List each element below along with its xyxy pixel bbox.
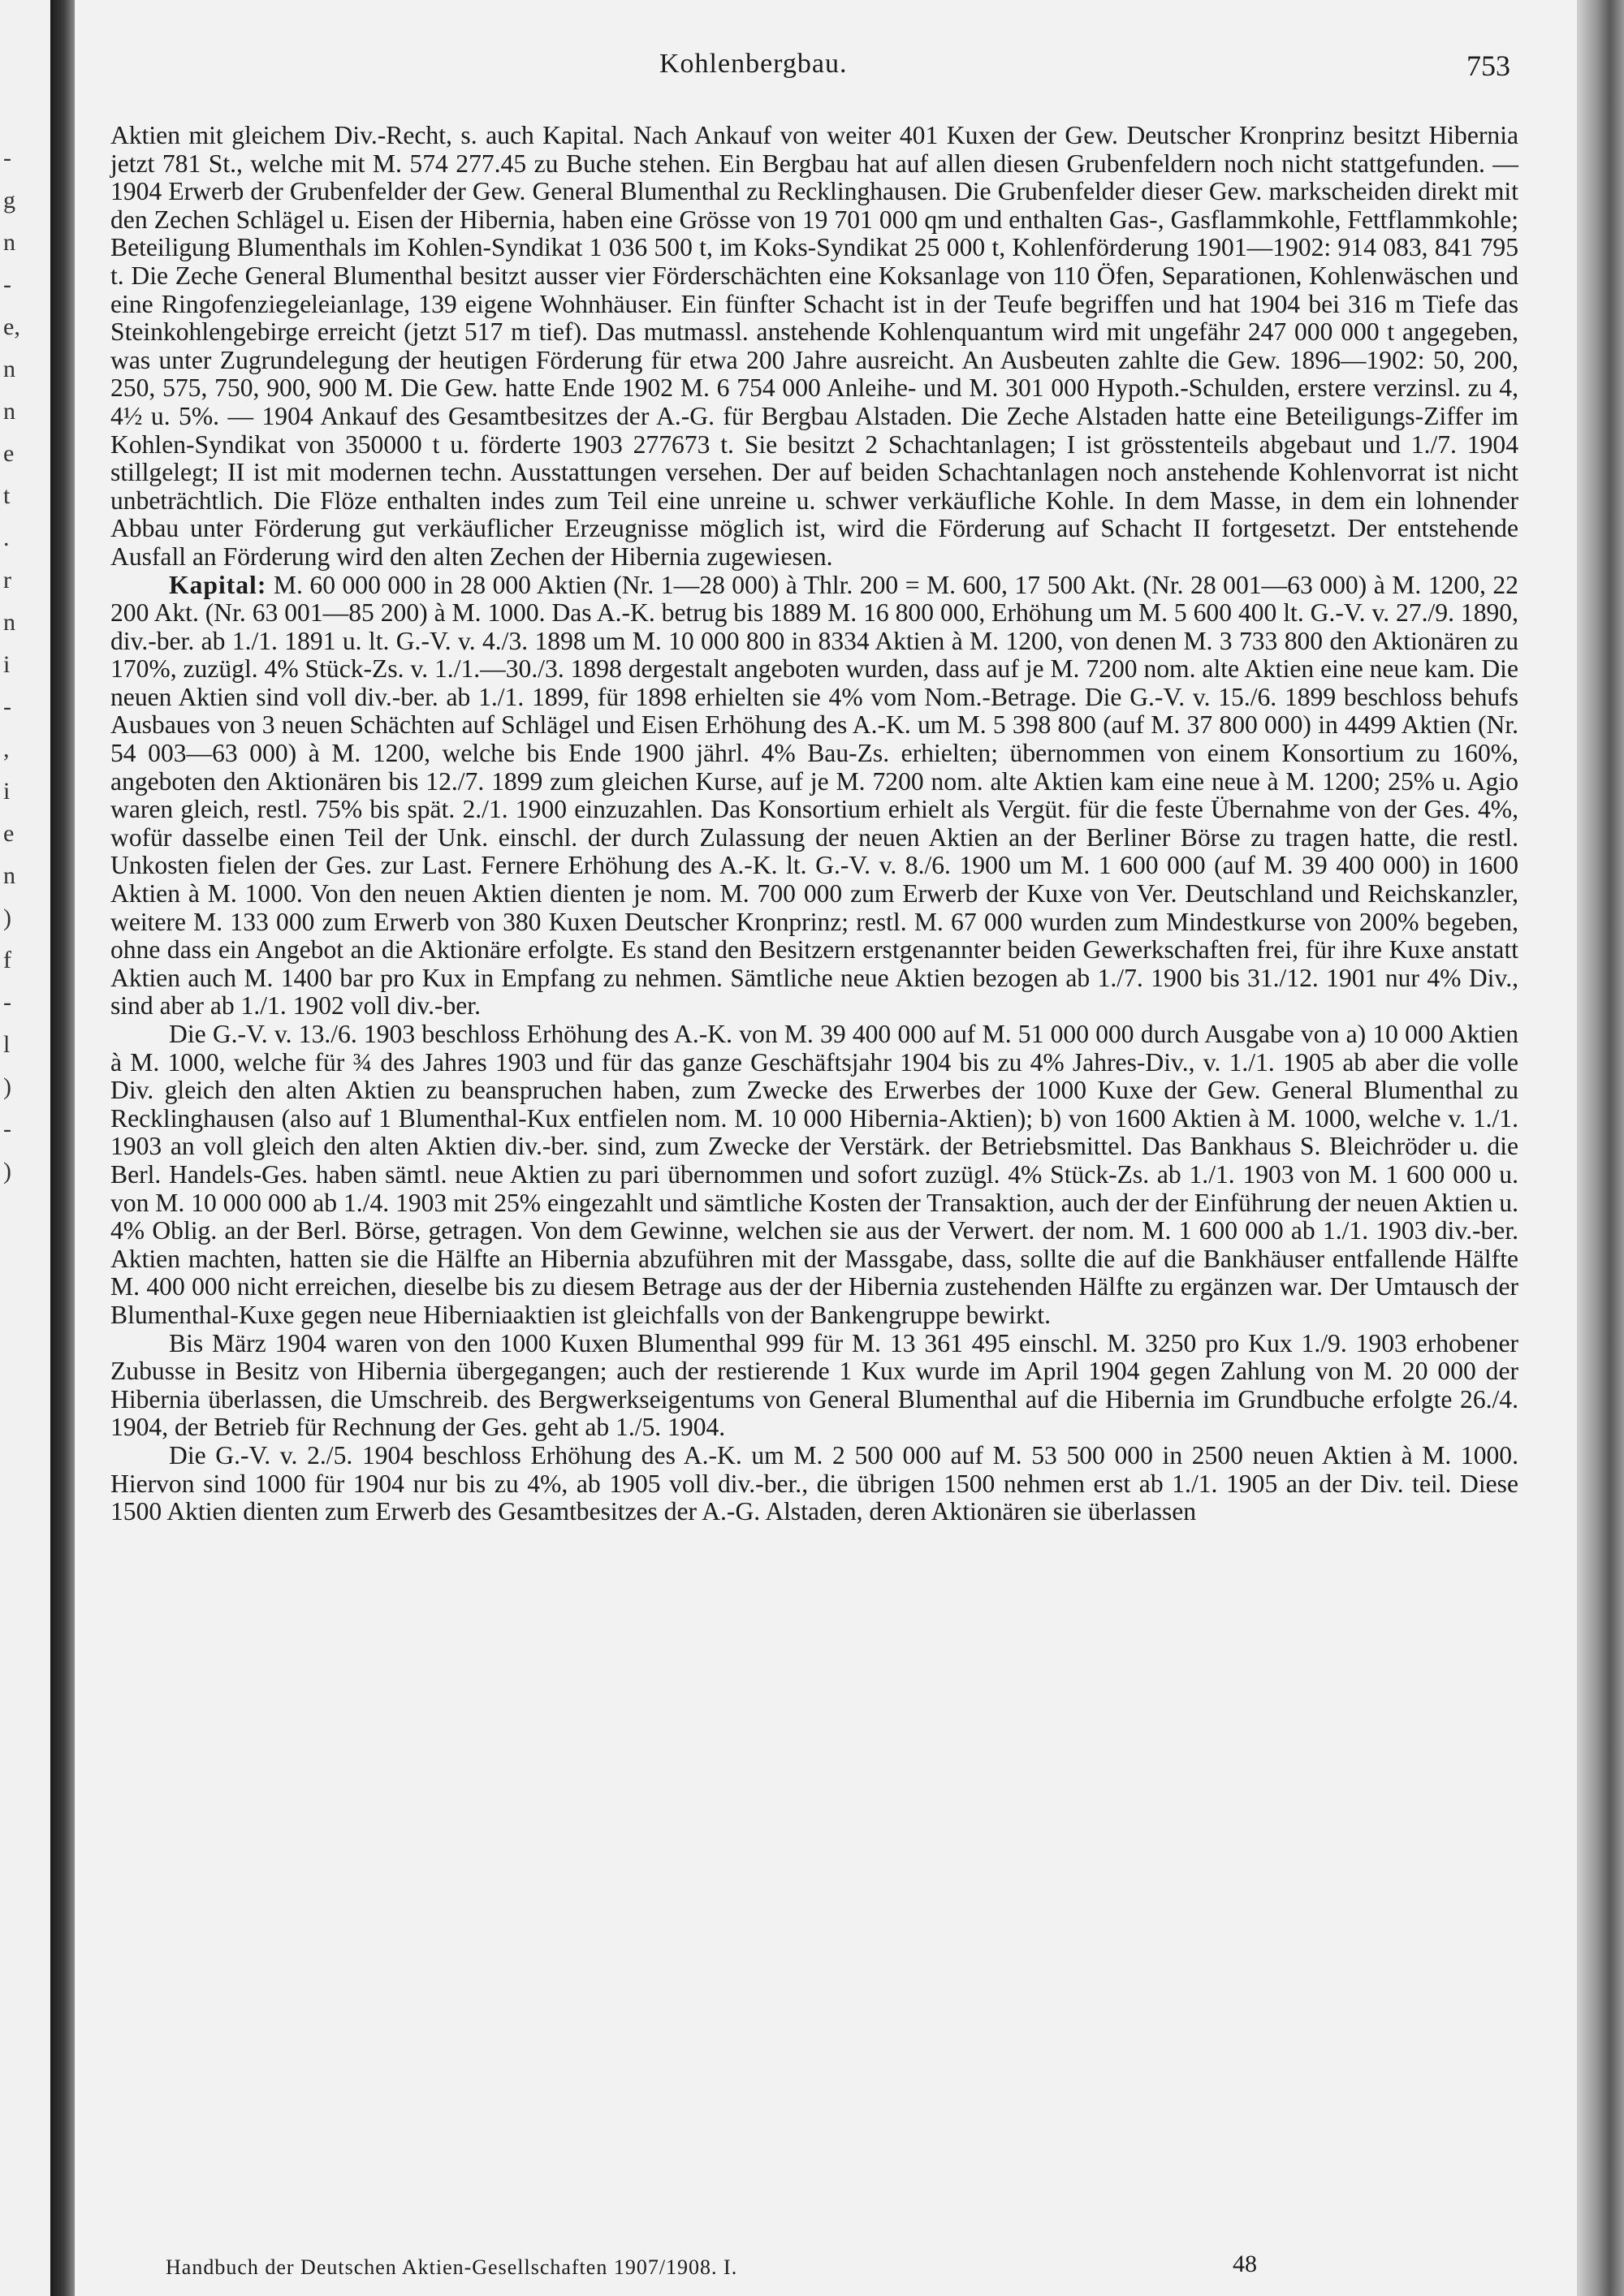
margin-fragment: n	[3, 609, 15, 636]
page-header	[75, 49, 1577, 89]
margin-fragment: n	[3, 229, 15, 256]
margin-fragment: l	[3, 1031, 11, 1058]
previous-page-margin	[0, 0, 50, 2296]
margin-fragment: )	[3, 904, 11, 931]
body-text	[110, 122, 1518, 1526]
margin-fragment: t	[3, 482, 11, 509]
section-lead-kapital: Kapital:	[169, 570, 267, 599]
page-footer	[75, 2251, 1577, 2288]
running-title: Kohlenbergbau.	[659, 49, 848, 79]
footer-signature: 48	[1233, 2251, 1257, 2277]
margin-fragment: g	[3, 187, 15, 214]
footer-book-title: Handbuch der Deutschen Aktien-Gesellschaften 1907/1908. I.	[166, 2255, 738, 2279]
page-number: 753	[1466, 50, 1510, 82]
paragraph-maerz-1904: Bis März 1904 waren von den 1000 Kuxen Blumenthal 999 für M. 13 361 495 einschl. M. 3250 pro Kux 1./9. 1903 erhobener Zubusse in Besitz von Hibernia übergegangen; auch der restierende 1 Kux wurde im April 1904 gegen Zahlung von M. 20 000 der Hibernia überlassen, die Umschreib. des Bergwerkseigentums von General Blumenthal auf die Hibernia im Grundbuche erfolgte 26./4. 1904, der Betrieb für Rechnung der Ges. geht ab 1./5. 1904.	[110, 1328, 1518, 1442]
margin-fragment: i	[3, 651, 11, 678]
margin-fragment: -	[3, 989, 11, 1016]
margin-fragment: r	[3, 567, 11, 593]
margin-fragment: e	[3, 820, 15, 847]
margin-fragment: n	[3, 398, 15, 425]
margin-fragment: ,	[3, 736, 10, 762]
margin-fragment: i	[3, 778, 11, 805]
paragraph-gv-1903: Die G.-V. v. 13./6. 1903 beschloss Erhöhung des A.-K. von M. 39 400 000 auf M. 51 000 000 durch Ausgabe von a) 10 000 Aktien à M. 1000, welche für ¾ des Jahres 1903 und für das ganze Geschäftsjahr 1904 bis zu 4% Jahres-Div., v. 1./1. 1905 ab aber die volle Div. gleich den alten Aktien zu beanspruchen haben, zum Zwecke des Erwerbes der 1000 Kuxe der Gew. General Blumenthal zu Recklinghausen (also auf 1 Blumenthal-Kux entfielen nom. M. 10 000 Hibernia-Aktien); b) von 1600 Aktien à M. 1000, welche v. 1./1. 1903 an voll gleich den alten Aktien div.-ber. sind, zum Zwecke der Verstärk. der Betriebsmittel. Das Bankhaus S. Bleichröder u. die Berl. Handels-Ges. haben sämtl. neue Aktien zu pari übernommen und sofort zuzügl. 4% Stück-Zs. ab 1./1. 1903 von M. 1 600 000 u. von M. 10 000 000 ab 1./4. 1903 mit 25% eingezahlt und sämtliche Kosten der Transaktion, auch der der Einführung der neuen Aktien u. 4% Oblig. an der Berl. Börse, getragen. Von dem Gewinne, welchen sie aus der Verwert. der nom. M. 1 600 000 ab 1./1. 1903 div.-ber. Aktien machten, hatten sie die Hälfte an Hibernia abzuführen mit der Massgabe, dass, sollte die auf die Bankhäuser entfallende Hälfte M. 400 000 nicht erreichen, dieselbe bis zu diesem Betrage aus der der Hibernia zustehenden Hälfte zu ergänzen war. Der Umtausch der Blumenthal-Kuxe gegen neue Hiberniaaktien ist gleichfalls von der Bankengruppe bewirkt.	[110, 1020, 1518, 1329]
margin-fragment: n	[3, 356, 15, 382]
page-edge	[1577, 0, 1624, 2296]
margin-fragment: n	[3, 862, 15, 889]
margin-fragment: )	[3, 1073, 11, 1100]
margin-fragment: -	[3, 145, 11, 171]
book-binding	[50, 0, 75, 2296]
paragraph-intro: Aktien mit gleichem Div.-Recht, s. auch Kapital. Nach Ankauf von weiter 401 Kuxen der Gew. Deutscher Kronprinz besitzt Hibernia jetzt 781 St., welche mit M. 574 277.45 zu Buche stehen. Ein Bergbau hat auf allen diesen Grubenfeldern noch nicht stattgefunden. — 1904 Erwerb der Grubenfelder der Gew. General Blumenthal zu Recklinghausen. Die Grubenfelder dieser Gew. markscheiden direkt mit den Zechen Schlägel u. Eisen der Hibernia, haben eine Grösse von 19 701 000 qm und enthalten Gas-, Gasflammkohle, Fettflammkohle; Beteiligung Blumenthals im Kohlen-Syndikat 1 036 500 t, im Koks-Syndikat 25 000 t, Kohlenförderung 1901—1902: 914 083, 841 795 t. Die Zeche General Blumenthal besitzt ausser vier Förderschächten eine Koksanlage von 110 Öfen, Separationen, Kohlenwäschen und eine Ringofenziegeleianlage, 139 eigene Wohnhäuser. Ein fünfter Schacht ist in der Teufe begriffen und hat 1904 bei 316 m Tiefe das Steinkohlengebirge erreicht (jetzt 517 m tief). Das mutmassl. anstehende Kohlenquantum wird mit ungefähr 247 000 000 t angegeben, was unter Zugrundelegung der heutigen Förderung für etwa 200 Jahre ausreicht. An Ausbeuten zahlte die Gew. 1896—1902: 50, 200, 250, 575, 750, 900, 900 M. Die Gew. hatte Ende 1902 M. 6 754 000 Anleihe- und M. 301 000 Hypoth.-Schulden, erstere verzinsl. zu 4, 4½ u. 5%. — 1904 Ankauf des Gesamtbesitzes der A.-G. für Bergbau Alstaden. Die Zeche Alstaden hatte eine Beteiligungs-Ziffer im Kohlen-Syndikat von 350000 t u. förderte 1903 277673 t. Sie besitzt 2 Schachtanlagen; I ist grösstenteils abgebaut und 1./7. 1904 stillgelegt; II ist mit modernen techn. Ausstattungen versehen. Der auf beiden Schachtanlagen noch anstehende Kohlenvorrat ist nicht unbeträchtlich. Die Flöze enthalten indes zum Teil eine unreine u. schwer verkäufliche Kohle. In dem Masse, in dem ein lohnender Abbau unter Förderung gut verkäuflicher Erzeugnisse möglich ist, wird die Förderung auf Schacht II fortgesetzt. Der entstehende Ausfall an Förderung wird den alten Zechen der Hibernia zugewiesen.	[110, 121, 1518, 571]
margin-fragment: -	[3, 271, 11, 298]
margin-fragment: -	[3, 1116, 11, 1142]
margin-fragment: e	[3, 440, 15, 467]
document-page	[75, 0, 1577, 2296]
margin-fragment: )	[3, 1158, 11, 1185]
margin-fragment: -	[3, 693, 11, 720]
margin-fragment: f	[3, 947, 11, 973]
margin-fragment: .	[3, 524, 10, 551]
paragraph-gv-1904: Die G.-V. v. 2./5. 1904 beschloss Erhöhung des A.-K. um M. 2 500 000 auf M. 53 500 000 in 2500 neuen Aktien à M. 1000. Hiervon sind 1000 für 1904 nur bis zu 4%, ab 1905 voll div.-ber., die übrigen 1500 nehmen erst ab 1./1. 1905 an der Div. teil. Diese 1500 Aktien dienten zum Erwerb des Gesamtbesitzes der A.-G. Alstaden, deren Aktionären sie überlassen	[110, 1440, 1518, 1526]
paragraph-kapital: Kapital: M. 60 000 000 in 28 000 Aktien (Nr. 1—28 000) à Thlr. 200 = M. 600, 17 500 Akt. (Nr. 28 001—63 000) à M. 1200, 22 200 Akt. (Nr. 63 001—85 200) à M. 1000. Das A.-K. betrug bis 1889 M. 16 800 000, Erhöhung um M. 5 600 400 lt. G.-V. v. 27./9. 1890, div.-ber. ab 1./1. 1891 u. lt. G.-V. v. 4./3. 1898 um M. 10 000 800 in 8334 Aktien à M. 1200, von denen M. 3 733 800 den Aktionären zu 170%, zuzügl. 4% Stück-Zs. v. 1./1.—30./3. 1898 dergestalt angeboten wurden, dass auf je M. 7200 nom. alte Aktien eine neue kam. Die neuen Aktien sind voll div.-ber. ab 1./1. 1899, für 1898 erhielten sie 4% vom Nom.-Betrage. Die G.-V. v. 15./6. 1899 beschloss behufs Ausbaues von 3 neuen Schächten auf Schlägel und Eisen Erhöhung des A.-K. um M. 5 398 800 (auf M. 37 800 000) in 4499 Aktien (Nr. 54 003—63 000) à M. 1200, welche bis Ende 1900 jährl. 4% Bau-Zs. erhielten; übernommen von einem Konsortium zu 160%, angeboten den Aktionären bis 12./7. 1899 zum gleichen Kurse, auf je M. 7200 nom. alte Aktien kam eine neue à M. 1200; 25% u. Agio waren gleich, restl. 75% bis spät. 2./1. 1900 einzuzahlen. Das Konsortium erhielt als Vergüt. für die feste Übernahme von der Ges. 4%, wofür dasselbe einen Teil der Unk. einschl. der durch Zulassung der neuen Aktien an der Berliner Börse zu tragen hatte, die restl. Unkosten fielen der Ges. zur Last. Fernere Erhöhung des A.-K. lt. G.-V. v. 8./6. 1900 um M. 1 600 000 (auf M. 39 400 000) in 1600 Aktien à M. 1000. Von den neuen Aktien dienten je nom. M. 700 000 zum Erwerb der Kuxe von Ver. Deutschland und Reichskanzler, weitere M. 133 000 zum Erwerb von 380 Kuxen Deutscher Kronprinz; restl. M. 67 000 wurden zum Mindestkurse von 200% begeben, ohne dass ein Angebot an die Aktionäre erfolgte. Es stand den Besitzern erstgenannter beiden Gewerkschaften frei, für ihre Kuxe anstatt Aktien auch M. 1400 bar pro Kux in Empfang zu nehmen. Sämtliche neue Aktien bezogen ab 1./7. 1900 bis 31./12. 1901 nur 4% Div., sind aber ab 1./1. 1902 voll div.-ber.	[110, 570, 1518, 1021]
margin-fragment: e,	[3, 313, 20, 340]
